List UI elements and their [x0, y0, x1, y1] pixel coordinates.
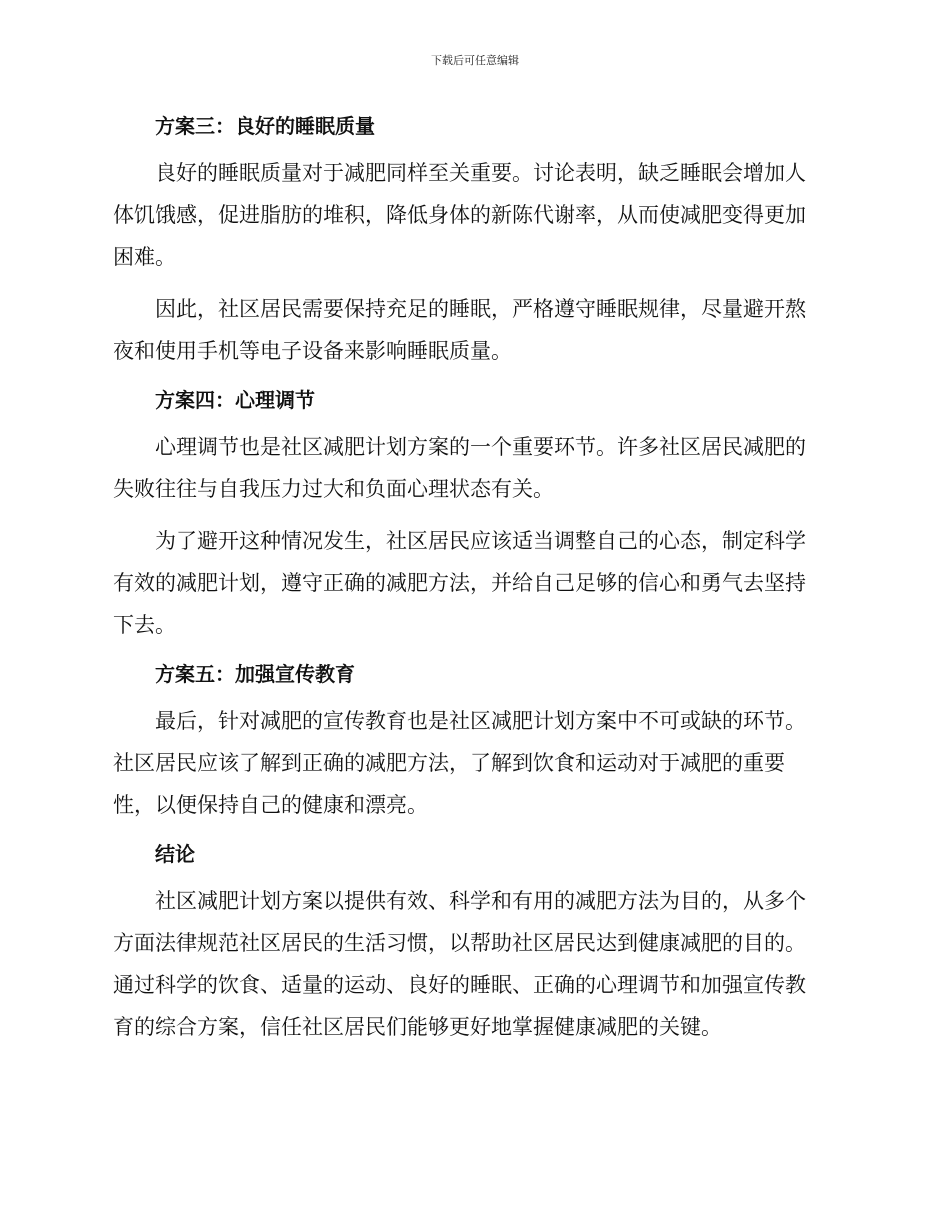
- section-heading: 方案五：加强宣传教育: [155, 662, 355, 686]
- document-body: [113, 108, 833, 1058]
- text-line: 方面法律规范社区居民的生活习惯，以帮助社区居民达到健康减肥的目的。: [113, 931, 806, 955]
- text-line: 通过科学的饮食、适量的运动、良好的睡眠、正确的心理调节和加强宣传教: [113, 973, 806, 997]
- text-line: 夜和使用手机等电子设备来影响睡眠质量。: [113, 339, 512, 363]
- section-heading: 方案四：心理调节: [155, 388, 315, 412]
- paragraph: [113, 880, 833, 1048]
- text-line: 有效的减肥计划，遵守正确的减肥方法，并给自己足够的信心和勇气去坚持: [113, 571, 806, 595]
- text-line: 下去。: [113, 613, 176, 637]
- paragraph: [113, 152, 833, 278]
- section-heading: 方案三：良好的睡眠质量: [155, 114, 375, 138]
- text-line: 为了避开这种情况发生，社区居民应该适当调整自己的心态，制定科学: [155, 529, 806, 553]
- text-line: 心理调节也是社区减肥计划方案的一个重要环节。许多社区居民减肥的: [155, 435, 806, 459]
- text-line: 良好的睡眠质量对于减肥同样至关重要。讨论表明，缺乏睡眠会增加人: [155, 161, 806, 185]
- section-sleep: [113, 108, 833, 372]
- text-line: 体饥饿感，促进脂肪的堆积，降低身体的新陈代谢率，从而使减肥变得更加: [113, 203, 806, 227]
- section-conclusion: [113, 836, 833, 1048]
- header-note: 下载后可任意编辑: [431, 54, 519, 67]
- text-line: 最后，针对减肥的宣传教育也是社区减肥计划方案中不可或缺的环节。: [155, 709, 806, 733]
- paragraph: [113, 700, 833, 826]
- text-line: 失败往往与自我压力过大和负面心理状态有关。: [113, 477, 554, 501]
- paragraph: [113, 288, 833, 372]
- text-line: 育的综合方案，信任社区居民们能够更好地掌握健康减肥的关键。: [113, 1015, 722, 1039]
- section-heading: 结论: [155, 842, 195, 866]
- text-line: 社区减肥计划方案以提供有效、科学和有用的减肥方法为目的，从多个: [155, 889, 806, 913]
- text-line: 困难。: [113, 245, 176, 269]
- section-psychology: [113, 382, 833, 646]
- text-line: 性，以便保持自己的健康和漂亮。: [113, 793, 428, 817]
- paragraph: [113, 520, 833, 646]
- section-education: [113, 656, 833, 826]
- text-line: 社区居民应该了解到正确的减肥方法，了解到饮食和运动对于减肥的重要: [113, 751, 785, 775]
- text-line: 因此，社区居民需要保持充足的睡眠，严格遵守睡眠规律，尽量避开熬: [155, 297, 806, 321]
- paragraph: [113, 426, 833, 510]
